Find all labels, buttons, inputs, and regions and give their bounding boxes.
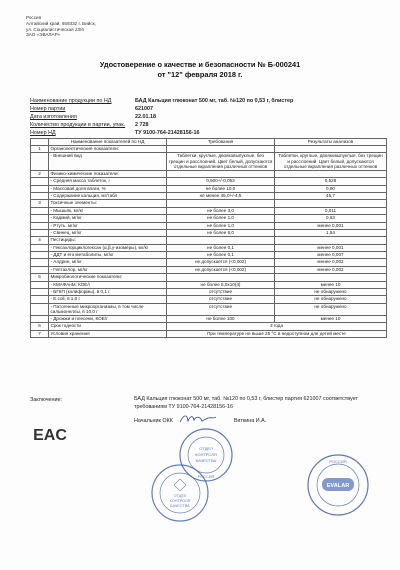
svg-text:КОНТРОЛЯ: КОНТРОЛЯ (169, 499, 191, 503)
info-row: Количество продукции в партии, упак. 2 728 (30, 122, 149, 128)
evalar-stamp (306, 453, 370, 517)
table-row: - Содержание кальция, мг/табл не менее 45,0+/-4,5 45,7 (31, 192, 387, 199)
info-row: Дата изготовления 22.01.18 (30, 114, 156, 120)
table-row: 4 Пестициды: (31, 237, 387, 244)
table-row: - Дрожжи и плесени, КОЕ/г не более 100 менее 10 (31, 315, 387, 322)
svg-text:РОССИЯ: РОССИЯ (329, 459, 347, 464)
chief-name: Вяткина И.А. (234, 418, 267, 424)
table-row: - Мышьяк, мг/кг не более 3,0 0,011 (31, 207, 387, 214)
table-row: - Алдрин, мг/кг не допускается (<0,002) менее 0,002 (31, 259, 387, 266)
chief-signature-line (134, 418, 384, 424)
table-row: 6 Срок годности 3 года (31, 323, 387, 330)
table-header-row: Наименование показателей по НД Требования Результаты анализов (31, 139, 387, 146)
table-row: - Кадмий, мг/кг не более 1,0 0,63 (31, 215, 387, 222)
table-row: 3 Токсичные элементы: (31, 200, 387, 207)
signature (178, 412, 218, 426)
table-row: - ДДТ и его метаболиты, мг/кг не более 0,1 менее 0,007 (31, 252, 387, 259)
table-row: 1 Органолептические показатели: (31, 145, 387, 152)
document-date: от "12" февраля 2018 г. (157, 70, 243, 79)
eac-mark (32, 418, 68, 448)
specification-table (30, 138, 387, 338)
lower-stamp (150, 463, 210, 523)
product-info (30, 96, 340, 136)
info-row: Номер партии 621007 (30, 106, 153, 112)
table-row: - Ртуть, мг/кг не более 1,0 менее 0,001 (31, 222, 387, 229)
conclusion-text: БАД Кальция глюконат 500 мг, таб. №120 по 0,53 г, блистер партия 621007 соответствует требованиям ТУ 9100-764-21428156-16 (134, 396, 358, 410)
svg-text:EVALAR: EVALAR (326, 483, 350, 489)
table-row: 5 Микробиологические показатели: (31, 274, 387, 281)
table-row: - E.coli, в 1,0 г отсутствие не обнаружено (31, 296, 387, 303)
svg-text:ОТДЕЛ: ОТДЕЛ (173, 494, 187, 498)
table-row: - Гептахлор, мг/кг не допускается (<0,002) менее 0,002 (31, 266, 387, 273)
svg-text:EAC: EAC (33, 427, 67, 444)
svg-text:КАЧЕСТВА: КАЧЕСТВА (195, 458, 217, 463)
table-body (31, 145, 387, 338)
table-row: - Средняя масса таблеток, г 0,500+/-0,053 0,528 (31, 178, 387, 185)
svg-text:КОНТРОЛЯ: КОНТРОЛЯ (195, 452, 217, 457)
document-title: Удостоверение о качестве и безопасности № Б-000241 (99, 60, 301, 69)
table-row: 7 Условия хранения При температуре не выше 25 °С в недоступном для детей месте (31, 330, 387, 337)
table-row: - Свинец, мг/кг не более 6,0 1,54 (31, 229, 387, 236)
svg-text:ОТДЕЛ: ОТДЕЛ (199, 446, 213, 451)
table-row: - БГКП (колиформы), в 0,1 г отсутствие не обнаружено (31, 289, 387, 296)
table-row: - Патогенные микроорганизмы, в том числе сальмонеллы, в 10,0 г отсутствие не обнаружено (31, 303, 387, 315)
info-row: Номер НД ТУ 9100-764-21428156-16 (30, 130, 200, 136)
table-row: - Гексахлорциклогексан (α,β,γ-изомеры), мг/кг не более 0,1 менее 0,001 (31, 244, 387, 251)
svg-text:КАЧЕСТВА: КАЧЕСТВА (170, 504, 190, 508)
svg-text:РОССИЯ: РОССИЯ (197, 475, 215, 479)
chief-label: Начальник ОКК (134, 418, 173, 424)
table-row: - Внешний вид Таблетки, круглые, двояковыпуклые, без трещин и расслоений. Цвет белый, допускаются отдельные вкрапления различных оттенков Таблетки, круглые, двояковыпуклые, без трещин и расслоений. Цвет белый, допускаются отдельные вкрапления различных оттенков (31, 152, 387, 170)
info-row: Наименование продукции по НД БАД Кальция глюконат 500 мг, таб. №120 по 0,53 г, блистер (30, 98, 294, 104)
company-address: Россия Алтайский край, 659332 г. Бийск, ул. Социалистическая 23/6 ЗАО «ЭВАЛАР» (26, 15, 96, 38)
conclusion-label: Заключение: (30, 397, 63, 403)
table-row: 2 Физико-химические показатели: (31, 170, 387, 177)
table-row: - КМАФАнМ, КОЕ/г не более 5,0х10(4) менее 10 (31, 281, 387, 288)
table-row: - Массовая доля влаги, % не более 10,0 0,90 (31, 185, 387, 192)
